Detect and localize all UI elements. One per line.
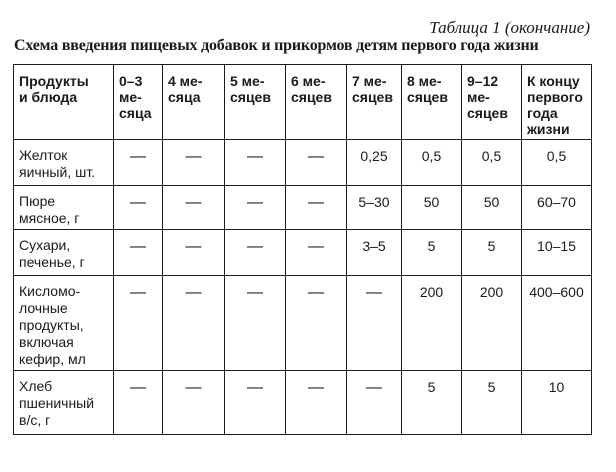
table-cell: 400–600 [522, 276, 592, 371]
table-cell: — [286, 140, 347, 186]
column-header-age: 0–3 ме- сяца [114, 65, 163, 140]
table-cell: 0,5 [462, 140, 522, 186]
table-cell: 5 [462, 371, 522, 435]
table-cell: — [163, 230, 225, 276]
table-cell: 0,5 [522, 140, 592, 186]
table-title: Схема введения пищевых добавок и прикормов детям первого года жизни [14, 37, 539, 54]
table-cell: — [225, 186, 286, 230]
table-cell: — [163, 186, 225, 230]
table-cell: 200 [402, 276, 462, 371]
table-cell: 50 [462, 186, 522, 230]
table-cell: — [225, 276, 286, 371]
table-cell: 5 [402, 371, 462, 435]
column-header-age: К концу первого года жизни [522, 65, 592, 140]
table-cell: — [286, 276, 347, 371]
table-cell: — [347, 276, 402, 371]
row-label: Кисломо- лочные продукты, включая кефир, мл [14, 276, 114, 371]
row-label: Сухари, печенье, г [14, 230, 114, 276]
table-cell: — [163, 276, 225, 371]
table-row [14, 371, 592, 435]
table-cell: 5–30 [347, 186, 402, 230]
row-label: Желток яичный, шт. [14, 140, 114, 186]
table-row [14, 186, 592, 230]
table-cell: 5 [462, 230, 522, 276]
header-row [14, 65, 592, 140]
table-cell: 0,5 [402, 140, 462, 186]
table-cell: — [114, 371, 163, 435]
table-cell: — [347, 371, 402, 435]
table-cell: 0,25 [347, 140, 402, 186]
feeding-schedule-table [13, 64, 592, 435]
column-header-age: 7 ме- сяцев [347, 65, 402, 140]
table-cell: 200 [462, 276, 522, 371]
column-header-age: 9–12 ме- сяцев [462, 65, 522, 140]
table-cell: — [114, 186, 163, 230]
table-row [14, 276, 592, 371]
table-cell: — [225, 230, 286, 276]
table-row [14, 140, 592, 186]
column-header-age: 6 ме- сяцев [286, 65, 347, 140]
table-cell: — [163, 140, 225, 186]
column-header-age: 4 ме- сяца [163, 65, 225, 140]
column-header-products: Продукты и блюда [14, 65, 114, 140]
table-cell: — [114, 140, 163, 186]
column-header-age: 8 ме- сяцев [402, 65, 462, 140]
table-caption: Таблица 1 (окончание) [429, 18, 590, 37]
row-label: Пюре мясное, г [14, 186, 114, 230]
table-cell: 3–5 [347, 230, 402, 276]
table-cell: 60–70 [522, 186, 592, 230]
table-cell: 10 [522, 371, 592, 435]
row-label: Хлеб пшеничный в/с, г [14, 371, 114, 435]
table-cell: 5 [402, 230, 462, 276]
column-header-age: 5 ме- сяцев [225, 65, 286, 140]
table-row [14, 230, 592, 276]
table-cell: 10–15 [522, 230, 592, 276]
table-cell: — [163, 371, 225, 435]
table-cell: — [286, 230, 347, 276]
table-cell: — [286, 186, 347, 230]
table-cell: — [225, 140, 286, 186]
table-cell: — [225, 371, 286, 435]
table-cell: — [114, 230, 163, 276]
table-cell: — [286, 371, 347, 435]
table-cell: 50 [402, 186, 462, 230]
table-cell: — [114, 276, 163, 371]
